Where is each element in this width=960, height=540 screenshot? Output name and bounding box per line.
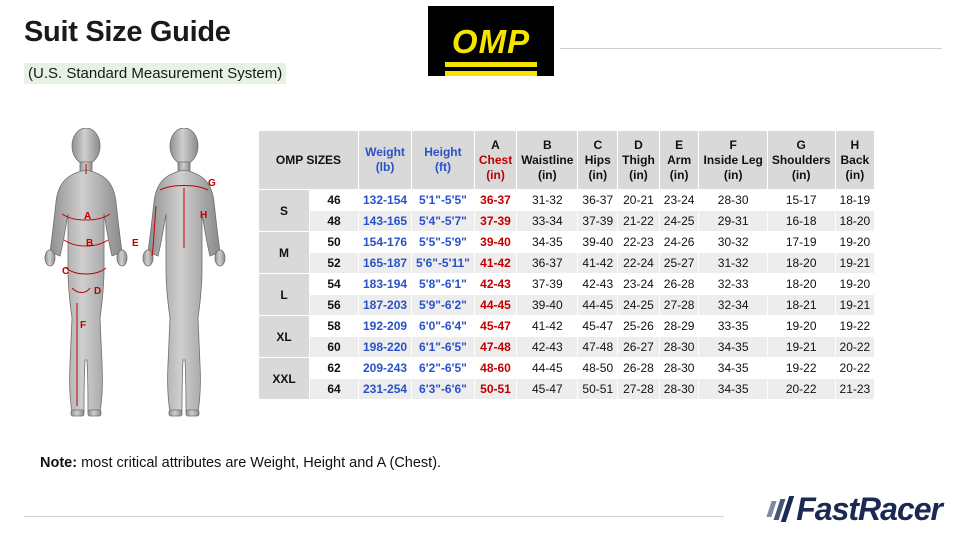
cell-back: 19-20 (835, 232, 875, 253)
page-title: Suit Size Guide (24, 16, 231, 48)
table-row (259, 379, 875, 400)
cell-thigh: 26-27 (618, 337, 660, 358)
figure-label-g: G (208, 178, 216, 189)
cell-thigh: 20-21 (618, 190, 660, 211)
cell-back: 20-22 (835, 337, 875, 358)
cell-back: 20-22 (835, 358, 875, 379)
th-hips: C Hips (in) (578, 131, 618, 190)
table-row (259, 295, 875, 316)
cell-inside-leg: 30-32 (699, 232, 767, 253)
cell-hips: 48-50 (578, 358, 618, 379)
note-label: Note: (40, 455, 78, 471)
th-shoulders: G Shoulders (in) (767, 131, 835, 190)
cell-back: 19-20 (835, 274, 875, 295)
cell-inside-leg: 28-30 (699, 190, 767, 211)
page-subtitle: (U.S. Standard Measurement System) (24, 63, 286, 84)
omp-size-number: 54 (310, 274, 359, 295)
table-row (259, 274, 875, 295)
size-group-label: M (259, 232, 310, 274)
size-table-wrapper (258, 130, 875, 400)
cell-waistline: 45-47 (517, 379, 578, 400)
cell-arm: 28-29 (659, 316, 699, 337)
cell-weight: 192-209 (359, 316, 412, 337)
cell-hips: 36-37 (578, 190, 618, 211)
cell-height: 6'1"-6'5" (412, 337, 475, 358)
figure-label-c: C (62, 266, 70, 277)
cell-back: 19-22 (835, 316, 875, 337)
cell-weight: 165-187 (359, 253, 412, 274)
cell-arm: 25-27 (659, 253, 699, 274)
footer-divider (24, 516, 724, 517)
cell-arm: 28-30 (659, 379, 699, 400)
cell-chest: 41-42 (474, 253, 516, 274)
cell-thigh: 22-24 (618, 253, 660, 274)
th-arm: E Arm (in) (659, 131, 699, 190)
cell-back: 18-20 (835, 211, 875, 232)
cell-weight: 143-165 (359, 211, 412, 232)
fastracer-fast: Fast (796, 490, 859, 527)
cell-height: 5'6"-5'11" (412, 253, 475, 274)
cell-waistline: 37-39 (517, 274, 578, 295)
figure-label-e: E (132, 238, 139, 249)
cell-weight: 154-176 (359, 232, 412, 253)
size-group-label: S (259, 190, 310, 232)
cell-hips: 45-47 (578, 316, 618, 337)
cell-inside-leg: 34-35 (699, 379, 767, 400)
cell-inside-leg: 32-33 (699, 274, 767, 295)
cell-height: 5'4"-5'7" (412, 211, 475, 232)
omp-logo-bar-top (445, 62, 537, 67)
cell-thigh: 23-24 (618, 274, 660, 295)
cell-arm: 26-28 (659, 274, 699, 295)
cell-inside-leg: 33-35 (699, 316, 767, 337)
size-group-label: L (259, 274, 310, 316)
cell-back: 18-19 (835, 190, 875, 211)
th-thigh: D Thigh (in) (618, 131, 660, 190)
omp-size-number: 52 (310, 253, 359, 274)
cell-waistline: 33-34 (517, 211, 578, 232)
cell-back: 19-21 (835, 295, 875, 316)
cell-shoulders: 15-17 (767, 190, 835, 211)
omp-size-number: 48 (310, 211, 359, 232)
cell-height: 6'3"-6'6" (412, 379, 475, 400)
cell-hips: 44-45 (578, 295, 618, 316)
cell-height: 6'2"-6'5" (412, 358, 475, 379)
cell-waistline: 36-37 (517, 253, 578, 274)
cell-thigh: 26-28 (618, 358, 660, 379)
omp-size-number: 56 (310, 295, 359, 316)
cell-back: 21-23 (835, 379, 875, 400)
cell-arm: 24-25 (659, 211, 699, 232)
figure-label-h: H (200, 210, 208, 221)
omp-size-number: 58 (310, 316, 359, 337)
cell-arm: 27-28 (659, 295, 699, 316)
cell-weight: 183-194 (359, 274, 412, 295)
cell-chest: 37-39 (474, 211, 516, 232)
cell-waistline: 39-40 (517, 295, 578, 316)
cell-waistline: 42-43 (517, 337, 578, 358)
speed-lines-icon (769, 496, 790, 522)
cell-shoulders: 16-18 (767, 211, 835, 232)
mannequin-illustration (22, 128, 244, 438)
cell-chest: 48-60 (474, 358, 516, 379)
th-inside-leg: F Inside Leg (in) (699, 131, 767, 190)
cell-chest: 39-40 (474, 232, 516, 253)
cell-hips: 42-43 (578, 274, 618, 295)
omp-logo-inner (439, 17, 543, 65)
cell-shoulders: 20-22 (767, 379, 835, 400)
cell-arm: 24-26 (659, 232, 699, 253)
size-table-body (259, 190, 875, 400)
cell-shoulders: 19-21 (767, 337, 835, 358)
cell-height: 5'1"-5'5" (412, 190, 475, 211)
cell-inside-leg: 34-35 (699, 337, 767, 358)
omp-logo (428, 6, 554, 76)
cell-weight: 198-220 (359, 337, 412, 358)
table-row (259, 358, 875, 379)
cell-chest: 50-51 (474, 379, 516, 400)
fastracer-logo-text (796, 491, 942, 528)
cell-weight: 209-243 (359, 358, 412, 379)
figure-label-d: D (94, 286, 102, 297)
size-group-label: XXL (259, 358, 310, 400)
cell-chest: 45-47 (474, 316, 516, 337)
figure-label-a: A (84, 211, 92, 222)
cell-thigh: 24-25 (618, 295, 660, 316)
omp-size-number: 64 (310, 379, 359, 400)
cell-thigh: 21-22 (618, 211, 660, 232)
th-omp-sizes: OMP SIZES (259, 131, 359, 190)
th-weight: Weight (lb) (359, 131, 412, 190)
cell-shoulders: 17-19 (767, 232, 835, 253)
cell-hips: 41-42 (578, 253, 618, 274)
cell-arm: 28-30 (659, 337, 699, 358)
omp-size-number: 60 (310, 337, 359, 358)
fastracer-logo (712, 486, 942, 532)
figure-label-f: F (80, 320, 87, 331)
cell-hips: 50-51 (578, 379, 618, 400)
cell-thigh: 27-28 (618, 379, 660, 400)
cell-hips: 47-48 (578, 337, 618, 358)
cell-back: 19-21 (835, 253, 875, 274)
table-row (259, 232, 875, 253)
omp-size-number: 46 (310, 190, 359, 211)
cell-waistline: 34-35 (517, 232, 578, 253)
cell-thigh: 22-23 (618, 232, 660, 253)
cell-height: 5'9"-6'2" (412, 295, 475, 316)
note-line (40, 455, 441, 471)
cell-chest: 42-43 (474, 274, 516, 295)
cell-weight: 187-203 (359, 295, 412, 316)
figure-label-b: B (86, 238, 94, 249)
table-header-row (259, 131, 875, 190)
cell-shoulders: 19-22 (767, 358, 835, 379)
header-divider (560, 48, 942, 49)
cell-shoulders: 18-21 (767, 295, 835, 316)
cell-shoulders: 18-20 (767, 274, 835, 295)
th-waistline: B Waistline (in) (517, 131, 578, 190)
cell-thigh: 25-26 (618, 316, 660, 337)
size-group-label: XL (259, 316, 310, 358)
size-table-head (259, 131, 875, 190)
note-text: most critical attributes are Weight, Height and A (Chest). (77, 455, 442, 471)
omp-size-number: 62 (310, 358, 359, 379)
th-height: Height (ft) (412, 131, 475, 190)
cell-waistline: 44-45 (517, 358, 578, 379)
th-chest: A Chest (in) (474, 131, 516, 190)
cell-height: 5'5"-5'9" (412, 232, 475, 253)
cell-waistline: 41-42 (517, 316, 578, 337)
cell-shoulders: 18-20 (767, 253, 835, 274)
th-back: H Back (in) (835, 131, 875, 190)
cell-chest: 44-45 (474, 295, 516, 316)
cell-chest: 47-48 (474, 337, 516, 358)
cell-waistline: 31-32 (517, 190, 578, 211)
cell-height: 5'8"-6'1" (412, 274, 475, 295)
cell-inside-leg: 31-32 (699, 253, 767, 274)
cell-hips: 37-39 (578, 211, 618, 232)
cell-hips: 39-40 (578, 232, 618, 253)
table-row (259, 337, 875, 358)
cell-inside-leg: 29-31 (699, 211, 767, 232)
body-measurement-figures (22, 128, 244, 438)
fastracer-racer: Racer (858, 490, 942, 527)
omp-size-number: 50 (310, 232, 359, 253)
cell-inside-leg: 32-34 (699, 295, 767, 316)
cell-weight: 231-254 (359, 379, 412, 400)
table-row (259, 253, 875, 274)
cell-weight: 132-154 (359, 190, 412, 211)
table-row (259, 211, 875, 232)
table-row (259, 190, 875, 211)
table-row (259, 316, 875, 337)
cell-inside-leg: 34-35 (699, 358, 767, 379)
size-table (258, 130, 875, 400)
cell-arm: 28-30 (659, 358, 699, 379)
cell-arm: 23-24 (659, 190, 699, 211)
omp-logo-text: OMP (451, 22, 531, 60)
cell-chest: 36-37 (474, 190, 516, 211)
omp-logo-bar-bottom (445, 71, 537, 76)
cell-shoulders: 19-20 (767, 316, 835, 337)
cell-height: 6'0"-6'4" (412, 316, 475, 337)
